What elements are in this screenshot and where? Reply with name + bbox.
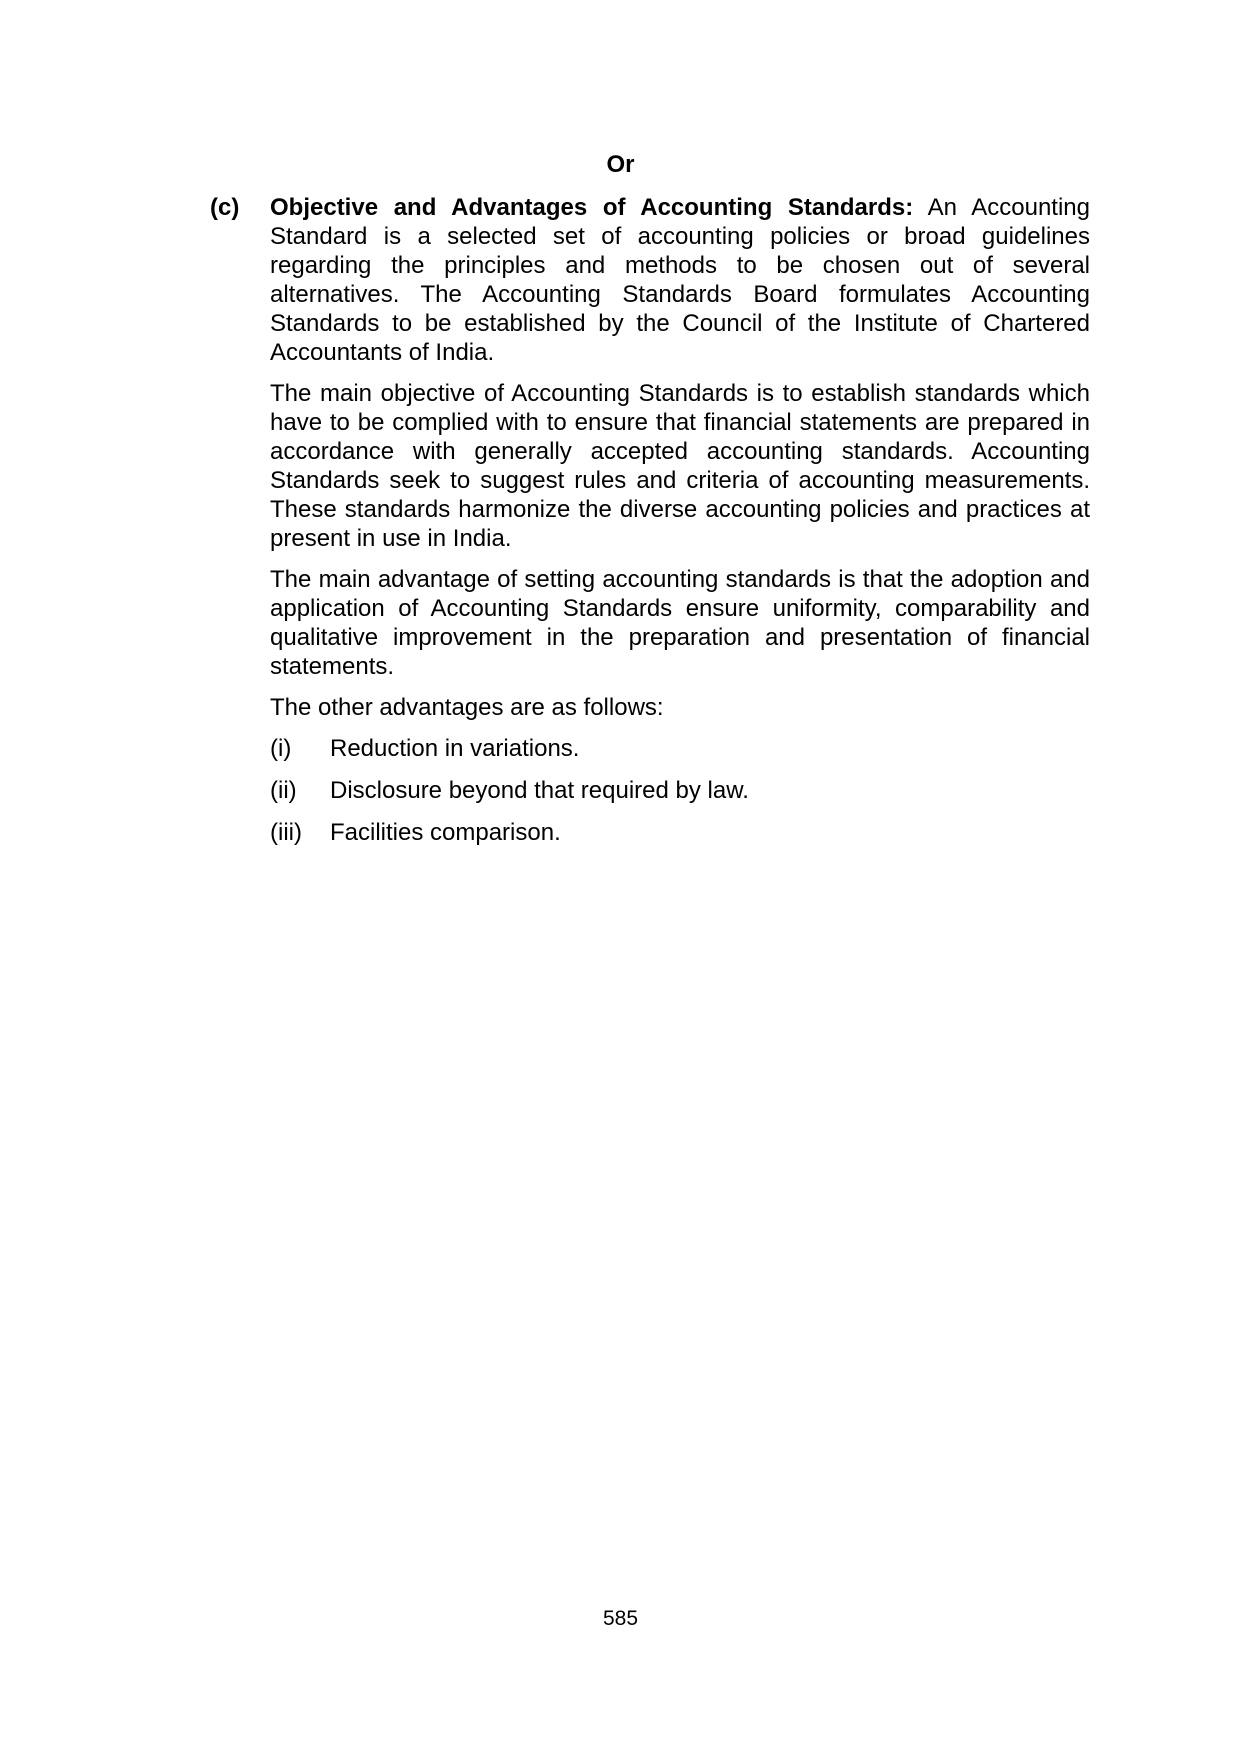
paragraph-other-advantages: The other advantages are as follows: bbox=[270, 694, 664, 721]
section-title: Objective and Advantages of Accounting Standards: bbox=[270, 194, 914, 221]
list-item-number: (iii) bbox=[270, 819, 302, 846]
list-item bbox=[270, 818, 1090, 847]
section-body bbox=[270, 193, 1090, 860]
list-item bbox=[270, 734, 1090, 763]
page-number: 585 bbox=[602, 1607, 639, 1630]
list-item-text: Disclosure beyond that required by law. bbox=[330, 777, 749, 804]
paragraph-intro-text: An Accounting Standard is a selected set of accounting policies or broad guidelines regarding the principles and methods to be chosen out of several alternatives. The Accounting Standards Board formulates Accounting Standards to be established by the Council of the Institute of Chartered Accountants of India. bbox=[270, 194, 1090, 366]
or-heading: Or bbox=[606, 151, 635, 178]
list-item-text: Facilities comparison. bbox=[330, 819, 561, 846]
paragraph-intro bbox=[270, 193, 1090, 367]
advantages-list bbox=[270, 734, 1090, 847]
list-item-number: (ii) bbox=[270, 777, 297, 804]
paragraph-objective: The main objective of Accounting Standards is to establish standards which have to be complied with to ensure that financial statements are prepared in accordance with generally accepted accounting standards. Accounting Standards seek to suggest rules and criteria of accounting measurements. These standards harmonize the diverse accounting policies and practices at present in use in India. bbox=[270, 380, 1090, 552]
section-marker: (c) bbox=[210, 194, 240, 221]
list-item bbox=[270, 776, 1090, 805]
paragraph-advantage: The main advantage of setting accounting standards is that the adoption and application of Accounting Standards ensure uniformity, comparability and qualitative improvement in the preparation and presentation of financial statements. bbox=[270, 566, 1090, 680]
list-item-number: (i) bbox=[270, 735, 292, 762]
list-item-text: Reduction in variations. bbox=[330, 735, 580, 762]
